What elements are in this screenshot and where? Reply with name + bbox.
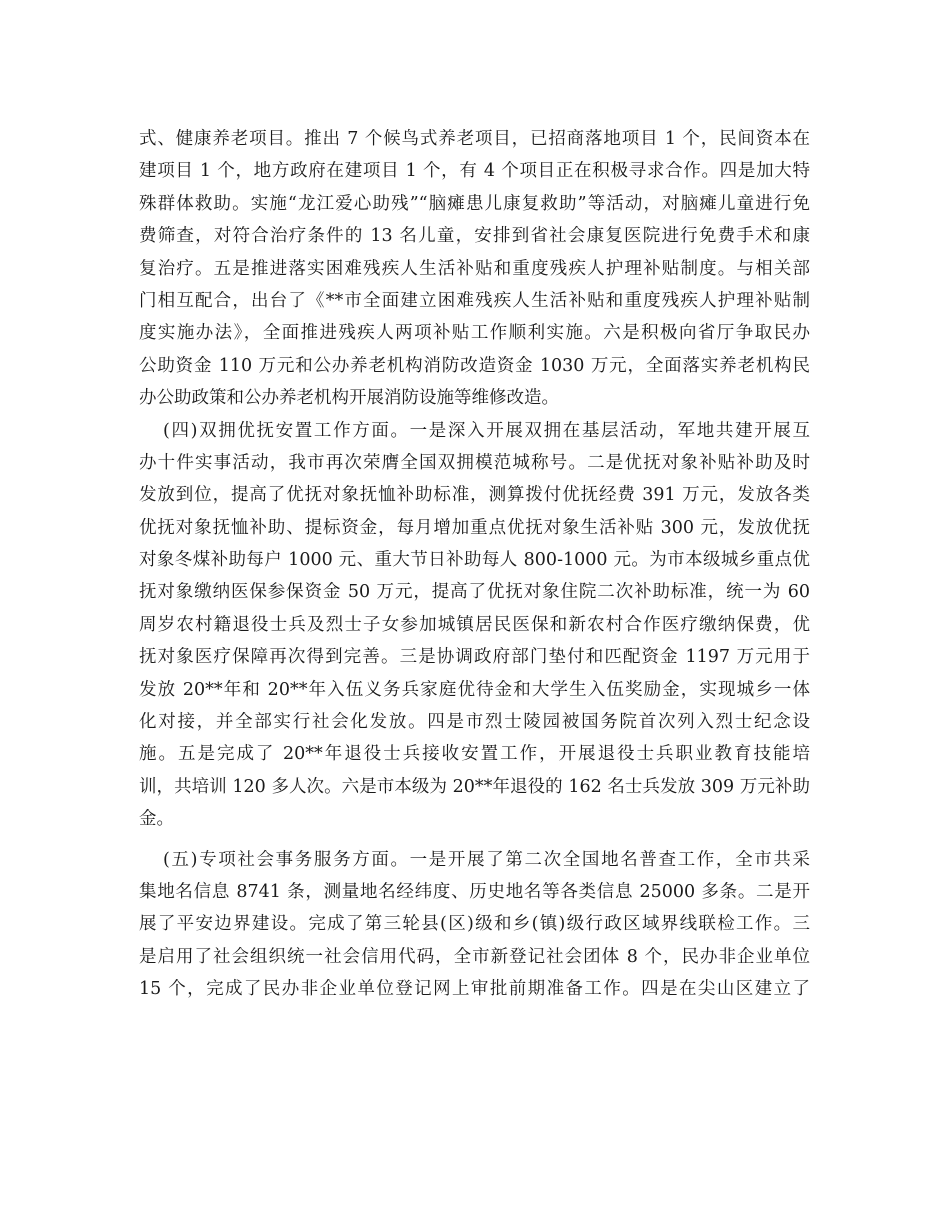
text-line: 金。 xyxy=(139,809,174,830)
text-line: 优抚对象抚恤补助、提标资金，每月增加重点优抚对象生活补贴 300 元，发放优抚 xyxy=(139,517,810,538)
paragraph-elderly-disabled xyxy=(139,123,810,415)
text-line: 15 个，完成了民办非企业单位登记网上审批前期准备工作。四是在尖山区建立了 xyxy=(139,979,810,1000)
text-line: 办公助政策和公办养老机构开展消防设施等维修改造。 xyxy=(139,388,559,409)
text-line: 化对接，并全部实行社会化发放。四是市烈士陵园被国务院首次列入烈士纪念设 xyxy=(139,712,810,733)
text-line: 施。五是完成了 20**年退役士兵接收安置工作，开展退役士兵职业教育技能培 xyxy=(139,744,810,765)
text-line: 是启用了社会组织统一社会信用代码，全市新登记社会团体 8 个，民办非企业单位 xyxy=(139,946,810,967)
text-line: 集地名信息 8741 条，测量地名经纬度、历史地名等各类信息 25000 多条。二是开 xyxy=(139,881,810,902)
text-line: 度实施办法》，全面推进残疾人两项补贴工作顺利实施。六是积极向省厅争取民办 xyxy=(139,323,810,344)
text-line: 展了平安边界建设。完成了第三轮县(区)级和乡(镇)级行政区域界线联检工作。三 xyxy=(139,914,810,935)
text-line: 周岁农村籍退役士兵及烈士子女参加城镇居民医保和新农村合作医疗缴纳保费，优 xyxy=(139,614,810,635)
text-line: 训，共培训 120 多人次。六是市本级为 20**年退役的 162 名士兵发放 309 万元补助 xyxy=(139,776,810,797)
text-line: 费筛查，对符合治疗条件的 13 名儿童，安排到省社会康复医院进行免费手术和康 xyxy=(139,226,810,247)
text-line: (四)双拥优抚安置工作方面。一是深入开展双拥在基层活动，军地共建开展互 xyxy=(163,420,810,441)
text-line: (五)专项社会事务服务方面。一是开展了第二次全国地名普查工作，全市共采 xyxy=(163,849,810,870)
document-body xyxy=(139,123,810,1006)
text-line: 抚对象医疗保障再次得到完善。三是协调政府部门垫付和匹配资金 1197 万元用于 xyxy=(139,647,810,668)
text-line: 殊群体救助。实施“龙江爱心助残”“脑瘫患儿康复救助”等活动，对脑瘫儿童进行免 xyxy=(139,193,810,214)
paragraph-double-support xyxy=(139,415,810,836)
paragraph-social-affairs xyxy=(139,844,810,1006)
text-line: 建项目 1 个，地方政府在建项目 1 个，有 4 个项目正在积极寻求合作。四是加大特 xyxy=(139,161,810,182)
text-line: 发放到位，提高了优抚对象抚恤补助标准，测算拨付优抚经费 391 万元，发放各类 xyxy=(139,485,810,506)
text-line: 发放 20**年和 20**年入伍义务兵家庭优待金和大学生入伍奖励金，实现城乡一体 xyxy=(139,679,810,700)
text-line: 公助资金 110 万元和公办养老机构消防改造资金 1030 万元，全面落实养老机构民 xyxy=(139,355,810,376)
text-line: 门相互配合，出台了《**市全面建立困难残疾人生活补贴和重度残疾人护理补贴制 xyxy=(139,290,810,311)
text-line: 抚对象缴纳医保参保资金 50 万元，提高了优抚对象住院二次补助标准，统一为 60 xyxy=(139,582,810,603)
text-line: 复治疗。五是推进落实困难残疾人生活补贴和重度残疾人护理补贴制度。与相关部 xyxy=(139,258,810,279)
paragraph-gap xyxy=(139,836,810,844)
text-line: 对象冬煤补助每户 1000 元、重大节日补助每人 800-1000 元。为市本级城乡重点优 xyxy=(139,550,810,571)
text-line: 式、健康养老项目。推出 7 个候鸟式养老项目，已招商落地项目 1 个，民间资本在 xyxy=(139,129,810,149)
text-line: 办十件实事活动，我市再次荣膺全国双拥模范城称号。二是优抚对象补贴补助及时 xyxy=(139,452,810,473)
